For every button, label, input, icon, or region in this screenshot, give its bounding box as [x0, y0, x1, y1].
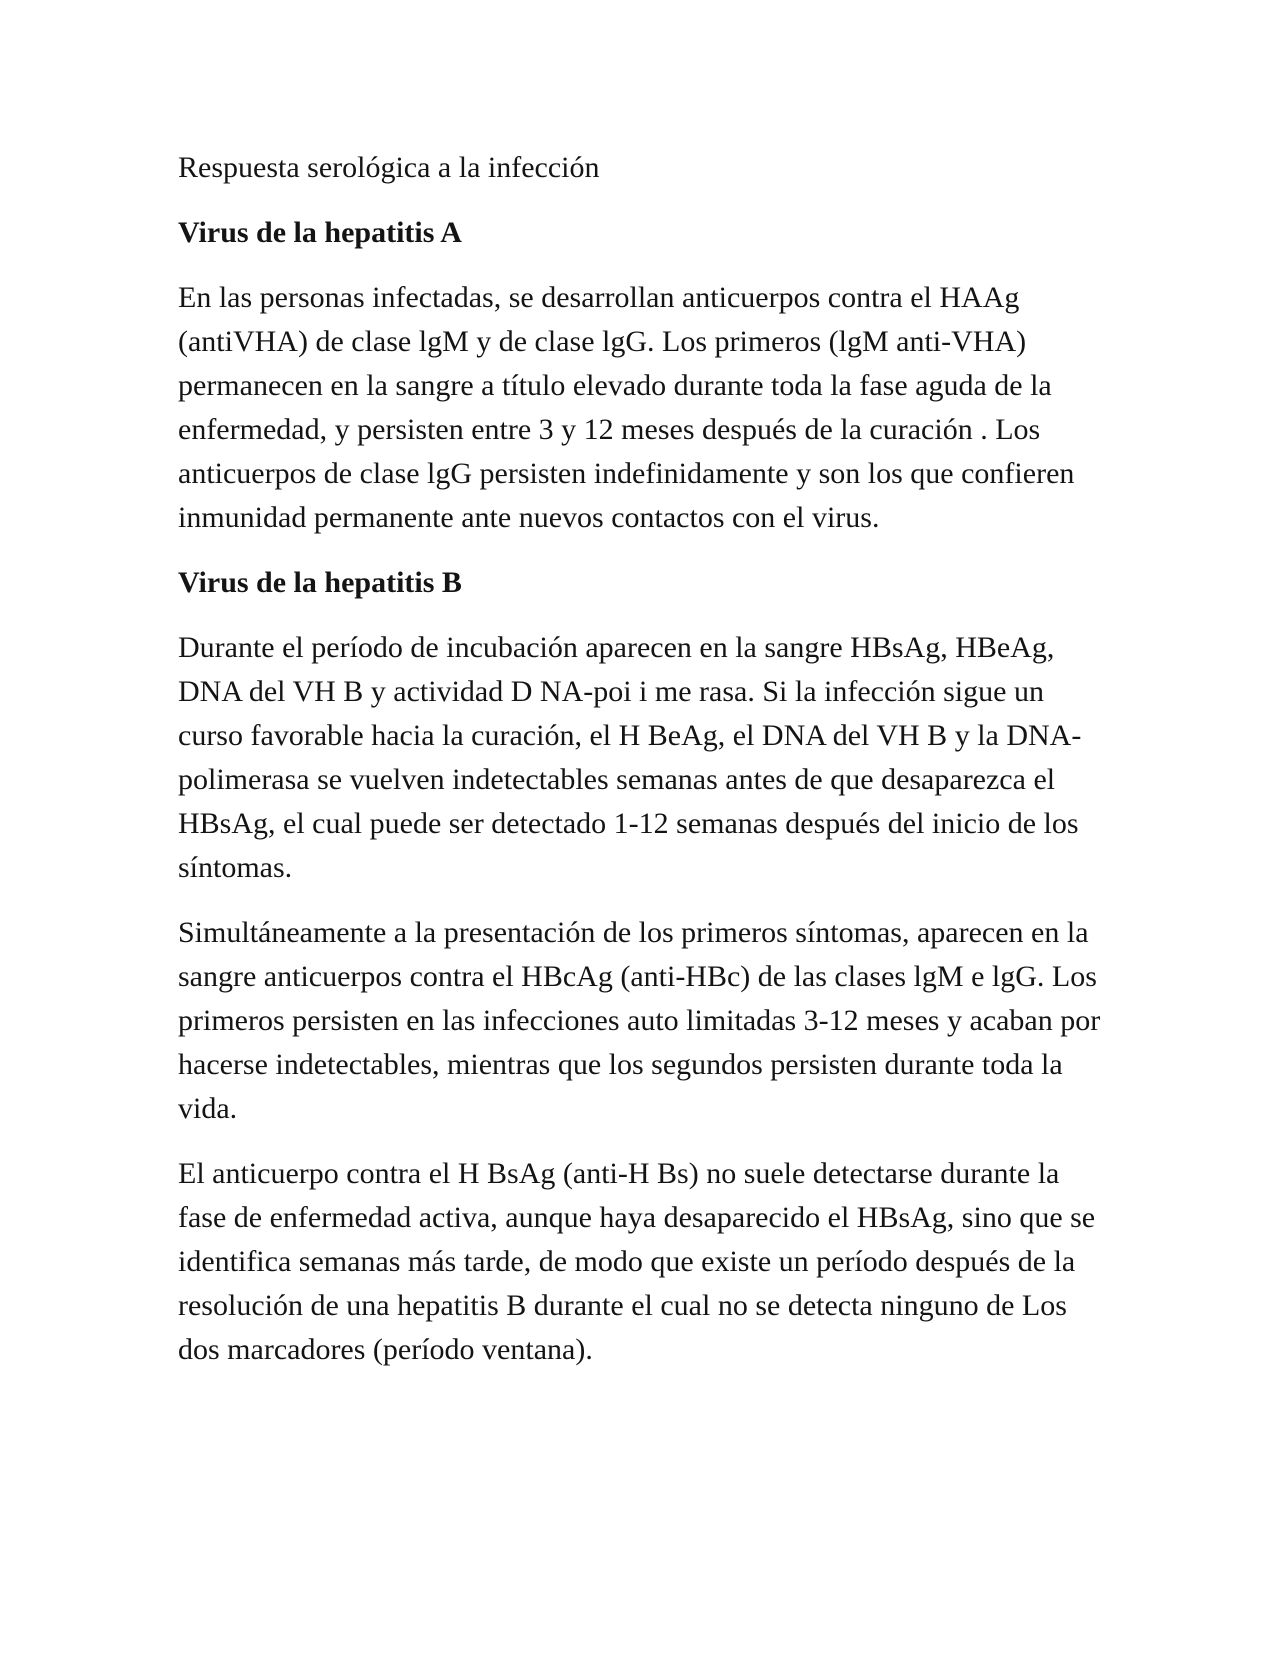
paragraph-hepatitis-b-2: Simultáneamente a la presentación de los primeros síntomas, aparecen en la sangre anticuerpos contra el HBcAg (anti-HBc) de las clases lgM e lgG. Los primeros persisten en las infecciones auto limitadas 3-12 meses y acaban por hacerse indetectables, mientras que los segundos persisten durante toda la vida.: [178, 916, 1101, 1125]
paragraph-hepatitis-b-3: El anticuerpo contra el H BsAg (anti-H Bs) no suele detectarse durante la fase de enfermedad activa, aunque haya desaparecido el HBsAg, sino que se identifica semanas más tarde, de modo que existe un período después de la resolución de una hepatitis B durante el cual no se detecta ninguno de Los dos marcadores (período ventana).: [178, 1157, 1096, 1366]
document-page: [178, 146, 1108, 1393]
paragraph-hepatitis-b-1: Durante el período de incubación aparecen en la sangre HBsAg, HBeAg, DNA del VH B y actividad D NA-poi i me rasa. Si la infección sigue un curso favorable hacia la curación, el H BeAg, el DNA del VH B y la DNA-polimerasa se vuelven indetectables semanas antes de que desaparezca el HBsAg, el cual puede ser detectado 1-12 semanas después del inicio de los síntomas.: [178, 631, 1082, 884]
document-title: Respuesta serológica a la infección: [178, 151, 600, 184]
section-heading-hepatitis-b: Virus de la hepatitis B: [178, 566, 462, 599]
paragraph-hepatitis-a-1: En las personas infectadas, se desarrollan anticuerpos contra el HAAg (antiVHA) de clase lgM y de clase lgG. Los primeros (lgM anti-VHA) permanecen en la sangre a título elevado durante toda la fase aguda de la enfermedad, y persisten entre 3 y 12 meses después de la curación . Los anticuerpos de clase lgG persisten indefinidamente y son los que confieren inmunidad permanente ante nuevos contactos con el virus.: [178, 281, 1075, 534]
section-heading-hepatitis-a: Virus de la hepatitis A: [178, 216, 462, 249]
